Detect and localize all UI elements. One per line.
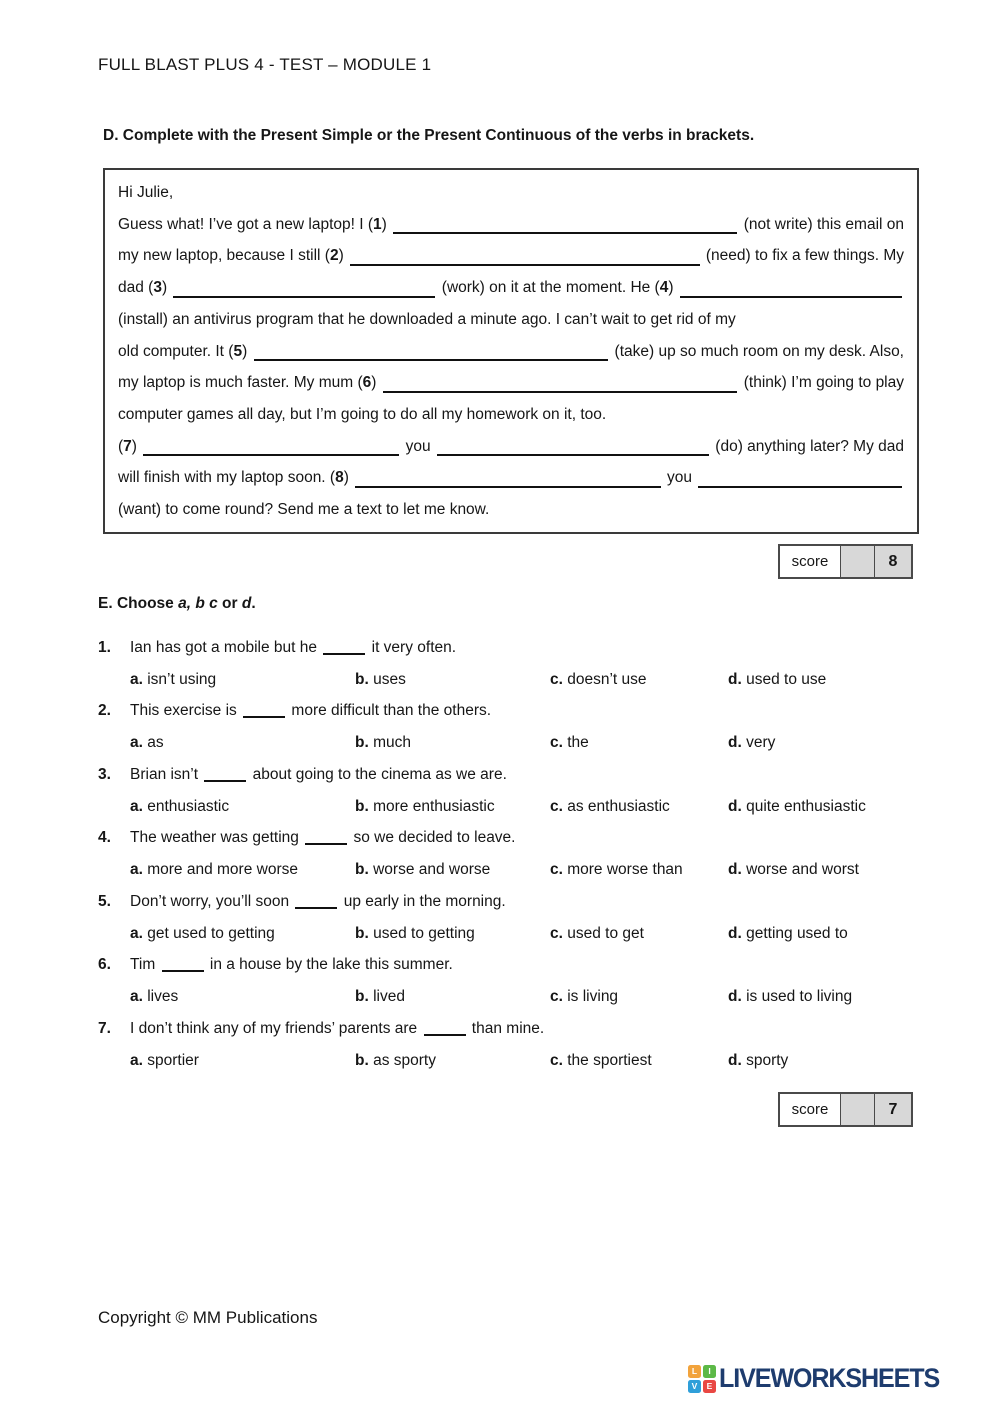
option-letter: a. bbox=[130, 1051, 148, 1069]
option-item[interactable] bbox=[550, 734, 728, 752]
option-text: used to get bbox=[567, 924, 644, 942]
title-segment: a, b c bbox=[178, 595, 218, 612]
title-segment: . bbox=[251, 595, 256, 612]
question-block bbox=[98, 632, 920, 696]
text-run: (take) up so much room on my desk. Also, bbox=[610, 342, 904, 360]
multiple-choice-questions bbox=[98, 632, 920, 1077]
option-letter: c. bbox=[550, 861, 568, 879]
option-item[interactable] bbox=[355, 925, 550, 943]
option-item[interactable] bbox=[550, 861, 728, 879]
question-number: 4. bbox=[98, 829, 111, 847]
text-run: more difficult than the others. bbox=[287, 702, 492, 720]
question-text bbox=[130, 956, 453, 974]
letter-line bbox=[118, 240, 904, 272]
option-text: get used to getting bbox=[147, 924, 275, 942]
option-text: as bbox=[147, 734, 164, 752]
logo-tile-v: V bbox=[688, 1380, 701, 1393]
text-run: The weather was getting bbox=[130, 829, 304, 847]
option-letter: b. bbox=[355, 924, 374, 942]
question-row bbox=[98, 950, 920, 982]
options-row bbox=[130, 1045, 920, 1077]
question-row bbox=[98, 759, 920, 791]
option-letter: a. bbox=[130, 861, 148, 879]
item-number: 5 bbox=[233, 342, 243, 360]
option-text: used to getting bbox=[373, 924, 475, 942]
option-letter: c. bbox=[550, 988, 568, 1006]
option-item[interactable] bbox=[728, 798, 920, 816]
text-run: ) bbox=[371, 374, 381, 392]
option-text: the sportiest bbox=[567, 1051, 652, 1069]
option-text: more enthusiastic bbox=[373, 797, 495, 815]
option-letter: b. bbox=[355, 670, 374, 688]
option-item[interactable] bbox=[728, 734, 920, 752]
option-letter: d. bbox=[728, 988, 747, 1006]
letter-line bbox=[118, 177, 904, 209]
letter-line bbox=[118, 431, 904, 463]
text-run: than mine. bbox=[467, 1019, 545, 1037]
option-letter: d. bbox=[728, 861, 747, 879]
gap-fill-letter-box bbox=[103, 168, 919, 534]
text-run: so we decided to leave. bbox=[349, 829, 516, 847]
logo-tile-e: E bbox=[703, 1380, 716, 1393]
option-letter: c. bbox=[550, 734, 568, 752]
option-letter: a. bbox=[130, 734, 148, 752]
option-text: lived bbox=[373, 988, 405, 1006]
text-run: will finish with my laptop soon. ( bbox=[118, 469, 336, 487]
options-row bbox=[130, 854, 920, 886]
fill-in-blank[interactable] bbox=[173, 296, 435, 298]
option-item[interactable] bbox=[355, 1052, 550, 1070]
option-text: worse and worse bbox=[373, 861, 491, 879]
letter-line bbox=[118, 272, 904, 304]
text-run: computer games all day, but I’m going to do all my homework on it, too. bbox=[118, 405, 607, 423]
option-text: uses bbox=[373, 670, 406, 688]
option-text: more and more worse bbox=[147, 861, 298, 879]
score-max-value: 8 bbox=[874, 546, 911, 577]
option-text: used to use bbox=[746, 670, 827, 688]
option-letter: a. bbox=[130, 988, 148, 1006]
title-segment: d bbox=[241, 595, 252, 612]
option-letter: d. bbox=[728, 924, 747, 942]
item-number: 6 bbox=[362, 374, 372, 392]
text-run: (want) to come round? Send me a text to let me know. bbox=[118, 501, 490, 519]
question-number: 5. bbox=[98, 892, 111, 910]
question-block bbox=[98, 696, 920, 760]
option-text: quite enthusiastic bbox=[746, 797, 866, 815]
option-letter: d. bbox=[728, 1051, 747, 1069]
fill-in-blank[interactable] bbox=[393, 232, 737, 234]
option-text: as sporty bbox=[373, 1051, 436, 1069]
option-item[interactable] bbox=[130, 861, 355, 879]
option-item[interactable] bbox=[355, 671, 550, 689]
text-run: ) bbox=[242, 342, 252, 360]
option-text: is living bbox=[567, 988, 619, 1006]
option-item[interactable] bbox=[550, 988, 728, 1006]
section-e-title bbox=[98, 595, 256, 613]
text-run: (think) I’m going to play bbox=[739, 374, 904, 392]
text-run: Hi Julie, bbox=[118, 184, 174, 201]
text-run: up early in the morning. bbox=[339, 892, 506, 910]
question-text bbox=[130, 893, 506, 911]
question-text bbox=[130, 639, 456, 657]
text-run: Guess what! I’ve got a new laptop! I ( bbox=[118, 215, 374, 233]
option-item[interactable] bbox=[355, 861, 550, 879]
fill-in-blank[interactable] bbox=[162, 958, 204, 972]
question-number: 7. bbox=[98, 1019, 111, 1037]
score-label: score bbox=[780, 546, 840, 577]
copyright-text: Copyright © MM Publications bbox=[98, 1308, 318, 1327]
text-run: it very often. bbox=[367, 638, 457, 656]
fill-in-blank[interactable] bbox=[295, 895, 337, 909]
fill-in-blank[interactable] bbox=[698, 486, 902, 488]
score-box-section-e bbox=[778, 1092, 913, 1127]
question-text bbox=[130, 766, 507, 784]
text-run: you bbox=[662, 469, 697, 487]
option-text: very bbox=[746, 734, 776, 752]
text-run: Ian has got a mobile but he bbox=[130, 638, 322, 656]
option-letter: c. bbox=[550, 797, 568, 815]
option-item[interactable] bbox=[130, 988, 355, 1006]
option-text: sporty bbox=[746, 1051, 789, 1069]
fill-in-blank[interactable] bbox=[383, 391, 738, 393]
question-row bbox=[98, 886, 920, 918]
title-segment: E. Choose bbox=[98, 595, 179, 612]
text-run: in a house by the lake this summer. bbox=[205, 956, 453, 974]
option-letter: b. bbox=[355, 861, 374, 879]
question-block bbox=[98, 759, 920, 823]
option-text: is used to living bbox=[746, 988, 853, 1006]
letter-line bbox=[118, 399, 904, 431]
option-letter: a. bbox=[130, 924, 148, 942]
letter-line bbox=[118, 209, 904, 241]
option-item[interactable] bbox=[130, 798, 355, 816]
text-run: (do) anything later? My dad bbox=[711, 437, 904, 455]
text-run: ( bbox=[118, 437, 124, 455]
option-item[interactable] bbox=[130, 1052, 355, 1070]
score-label: score bbox=[780, 1094, 840, 1125]
option-text: the bbox=[567, 734, 589, 752]
text-run: ) bbox=[381, 215, 392, 233]
fill-in-blank[interactable] bbox=[350, 264, 700, 266]
question-row bbox=[98, 696, 920, 728]
score-max-value: 7 bbox=[874, 1094, 911, 1125]
question-row bbox=[98, 1013, 920, 1045]
question-text bbox=[130, 702, 491, 720]
question-row bbox=[98, 823, 920, 855]
fill-in-blank[interactable] bbox=[254, 359, 609, 361]
option-item[interactable] bbox=[130, 734, 355, 752]
liveworksheets-logo bbox=[688, 1363, 956, 1394]
options-row bbox=[130, 918, 920, 950]
options-row bbox=[130, 727, 920, 759]
option-text: more worse than bbox=[567, 861, 683, 879]
option-text: lives bbox=[147, 988, 179, 1006]
options-row bbox=[130, 981, 920, 1013]
question-number: 6. bbox=[98, 956, 111, 974]
score-input-cell[interactable] bbox=[840, 1094, 874, 1125]
option-item[interactable] bbox=[550, 671, 728, 689]
option-item[interactable] bbox=[728, 1052, 920, 1070]
option-letter: b. bbox=[355, 734, 374, 752]
text-run: old computer. It ( bbox=[118, 342, 234, 360]
option-item[interactable] bbox=[355, 798, 550, 816]
text-run: Brian isn’t bbox=[130, 765, 203, 783]
option-text: worse and worst bbox=[746, 861, 859, 879]
option-letter: d. bbox=[728, 734, 747, 752]
question-number: 2. bbox=[98, 702, 111, 720]
question-block bbox=[98, 1013, 920, 1077]
option-item[interactable] bbox=[728, 861, 920, 879]
liveworksheets-logo-icon bbox=[688, 1365, 716, 1393]
fill-in-blank[interactable] bbox=[355, 486, 661, 488]
title-segment: or bbox=[217, 595, 242, 612]
option-item[interactable] bbox=[728, 671, 920, 689]
option-letter: b. bbox=[355, 988, 374, 1006]
fill-in-blank[interactable] bbox=[243, 704, 285, 718]
option-letter: a. bbox=[130, 797, 148, 815]
item-number: 2 bbox=[329, 247, 339, 265]
item-number: 7 bbox=[123, 437, 132, 455]
text-run: ) bbox=[161, 279, 172, 297]
fill-in-blank[interactable] bbox=[323, 641, 365, 655]
option-item[interactable] bbox=[728, 925, 920, 943]
question-block bbox=[98, 823, 920, 887]
option-letter: c. bbox=[550, 1051, 568, 1069]
section-d-title: D. Complete with the Present Simple or the Present Continuous of the verbs in brackets. bbox=[103, 127, 755, 144]
question-text bbox=[130, 829, 516, 847]
option-text: enthusiastic bbox=[147, 797, 230, 815]
letter-line bbox=[118, 494, 904, 526]
text-run: ) bbox=[338, 247, 349, 265]
text-run: my new laptop, because I still ( bbox=[118, 247, 330, 265]
letter-line bbox=[118, 367, 904, 399]
question-row bbox=[98, 632, 920, 664]
liveworksheets-wordmark: LIVEWORKSHEETS bbox=[719, 1363, 940, 1393]
item-number: 3 bbox=[153, 279, 162, 297]
letter-line bbox=[118, 336, 904, 368]
option-letter: b. bbox=[355, 797, 374, 815]
option-item[interactable] bbox=[550, 925, 728, 943]
option-text: as enthusiastic bbox=[567, 797, 670, 815]
options-row bbox=[130, 791, 920, 823]
question-number: 1. bbox=[98, 638, 111, 656]
fill-in-blank[interactable] bbox=[143, 454, 399, 456]
question-number: 3. bbox=[98, 765, 111, 783]
question-block bbox=[98, 950, 920, 1014]
text-run: (work) on it at the moment. He ( bbox=[437, 279, 660, 297]
letter-line bbox=[118, 304, 904, 336]
option-letter: d. bbox=[728, 797, 747, 815]
score-box-section-d bbox=[778, 544, 913, 579]
fill-in-blank[interactable] bbox=[204, 768, 246, 782]
text-run: my laptop is much faster. My mum ( bbox=[118, 374, 363, 392]
option-letter: c. bbox=[550, 924, 568, 942]
score-input-cell[interactable] bbox=[840, 546, 874, 577]
option-item[interactable] bbox=[728, 988, 920, 1006]
options-row bbox=[130, 664, 920, 696]
text-run: I don’t think any of my friends’ parents are bbox=[130, 1019, 422, 1037]
option-item[interactable] bbox=[355, 988, 550, 1006]
fill-in-blank[interactable] bbox=[424, 1022, 466, 1036]
item-number: 8 bbox=[335, 469, 344, 487]
logo-tile-l: L bbox=[688, 1365, 701, 1378]
fill-in-blank[interactable] bbox=[305, 831, 347, 845]
fill-in-blank[interactable] bbox=[437, 454, 709, 456]
question-block bbox=[98, 886, 920, 950]
text-run: about going to the cinema as we are. bbox=[248, 765, 507, 783]
option-letter: d. bbox=[728, 670, 747, 688]
fill-in-blank[interactable] bbox=[680, 296, 902, 298]
option-item[interactable] bbox=[550, 798, 728, 816]
letter-line bbox=[118, 462, 904, 494]
text-run: (not write) this email on bbox=[739, 215, 904, 233]
document-title: FULL BLAST PLUS 4 - TEST – MODULE 1 bbox=[98, 55, 432, 74]
text-run: This exercise is bbox=[130, 702, 242, 720]
option-text: getting used to bbox=[746, 924, 848, 942]
option-text: doesn’t use bbox=[567, 670, 647, 688]
text-run: ) bbox=[131, 437, 142, 455]
text-run: dad ( bbox=[118, 279, 154, 297]
option-item[interactable] bbox=[550, 1052, 728, 1070]
text-run: (install) an antivirus program that he downloaded a minute ago. I can’t wait to get rid of my bbox=[118, 310, 736, 328]
text-run: you bbox=[401, 437, 435, 455]
text-run: (need) to fix a few things. My bbox=[701, 247, 904, 265]
logo-tile-i: I bbox=[703, 1365, 716, 1378]
option-text: isn’t using bbox=[147, 670, 217, 688]
option-letter: a. bbox=[130, 670, 148, 688]
option-letter: b. bbox=[355, 1051, 374, 1069]
option-item[interactable] bbox=[130, 925, 355, 943]
option-letter: c. bbox=[550, 670, 568, 688]
option-item[interactable] bbox=[130, 671, 355, 689]
text-run: ) bbox=[668, 279, 678, 297]
text-run: Don’t worry, you’ll soon bbox=[130, 892, 294, 910]
item-number: 4 bbox=[659, 279, 669, 297]
text-run: ) bbox=[343, 469, 354, 487]
question-text bbox=[130, 1020, 544, 1038]
option-text: sportier bbox=[147, 1051, 199, 1069]
option-item[interactable] bbox=[355, 734, 550, 752]
text-run: Tim bbox=[130, 956, 160, 974]
item-number: 1 bbox=[373, 215, 382, 233]
option-text: much bbox=[373, 734, 411, 752]
